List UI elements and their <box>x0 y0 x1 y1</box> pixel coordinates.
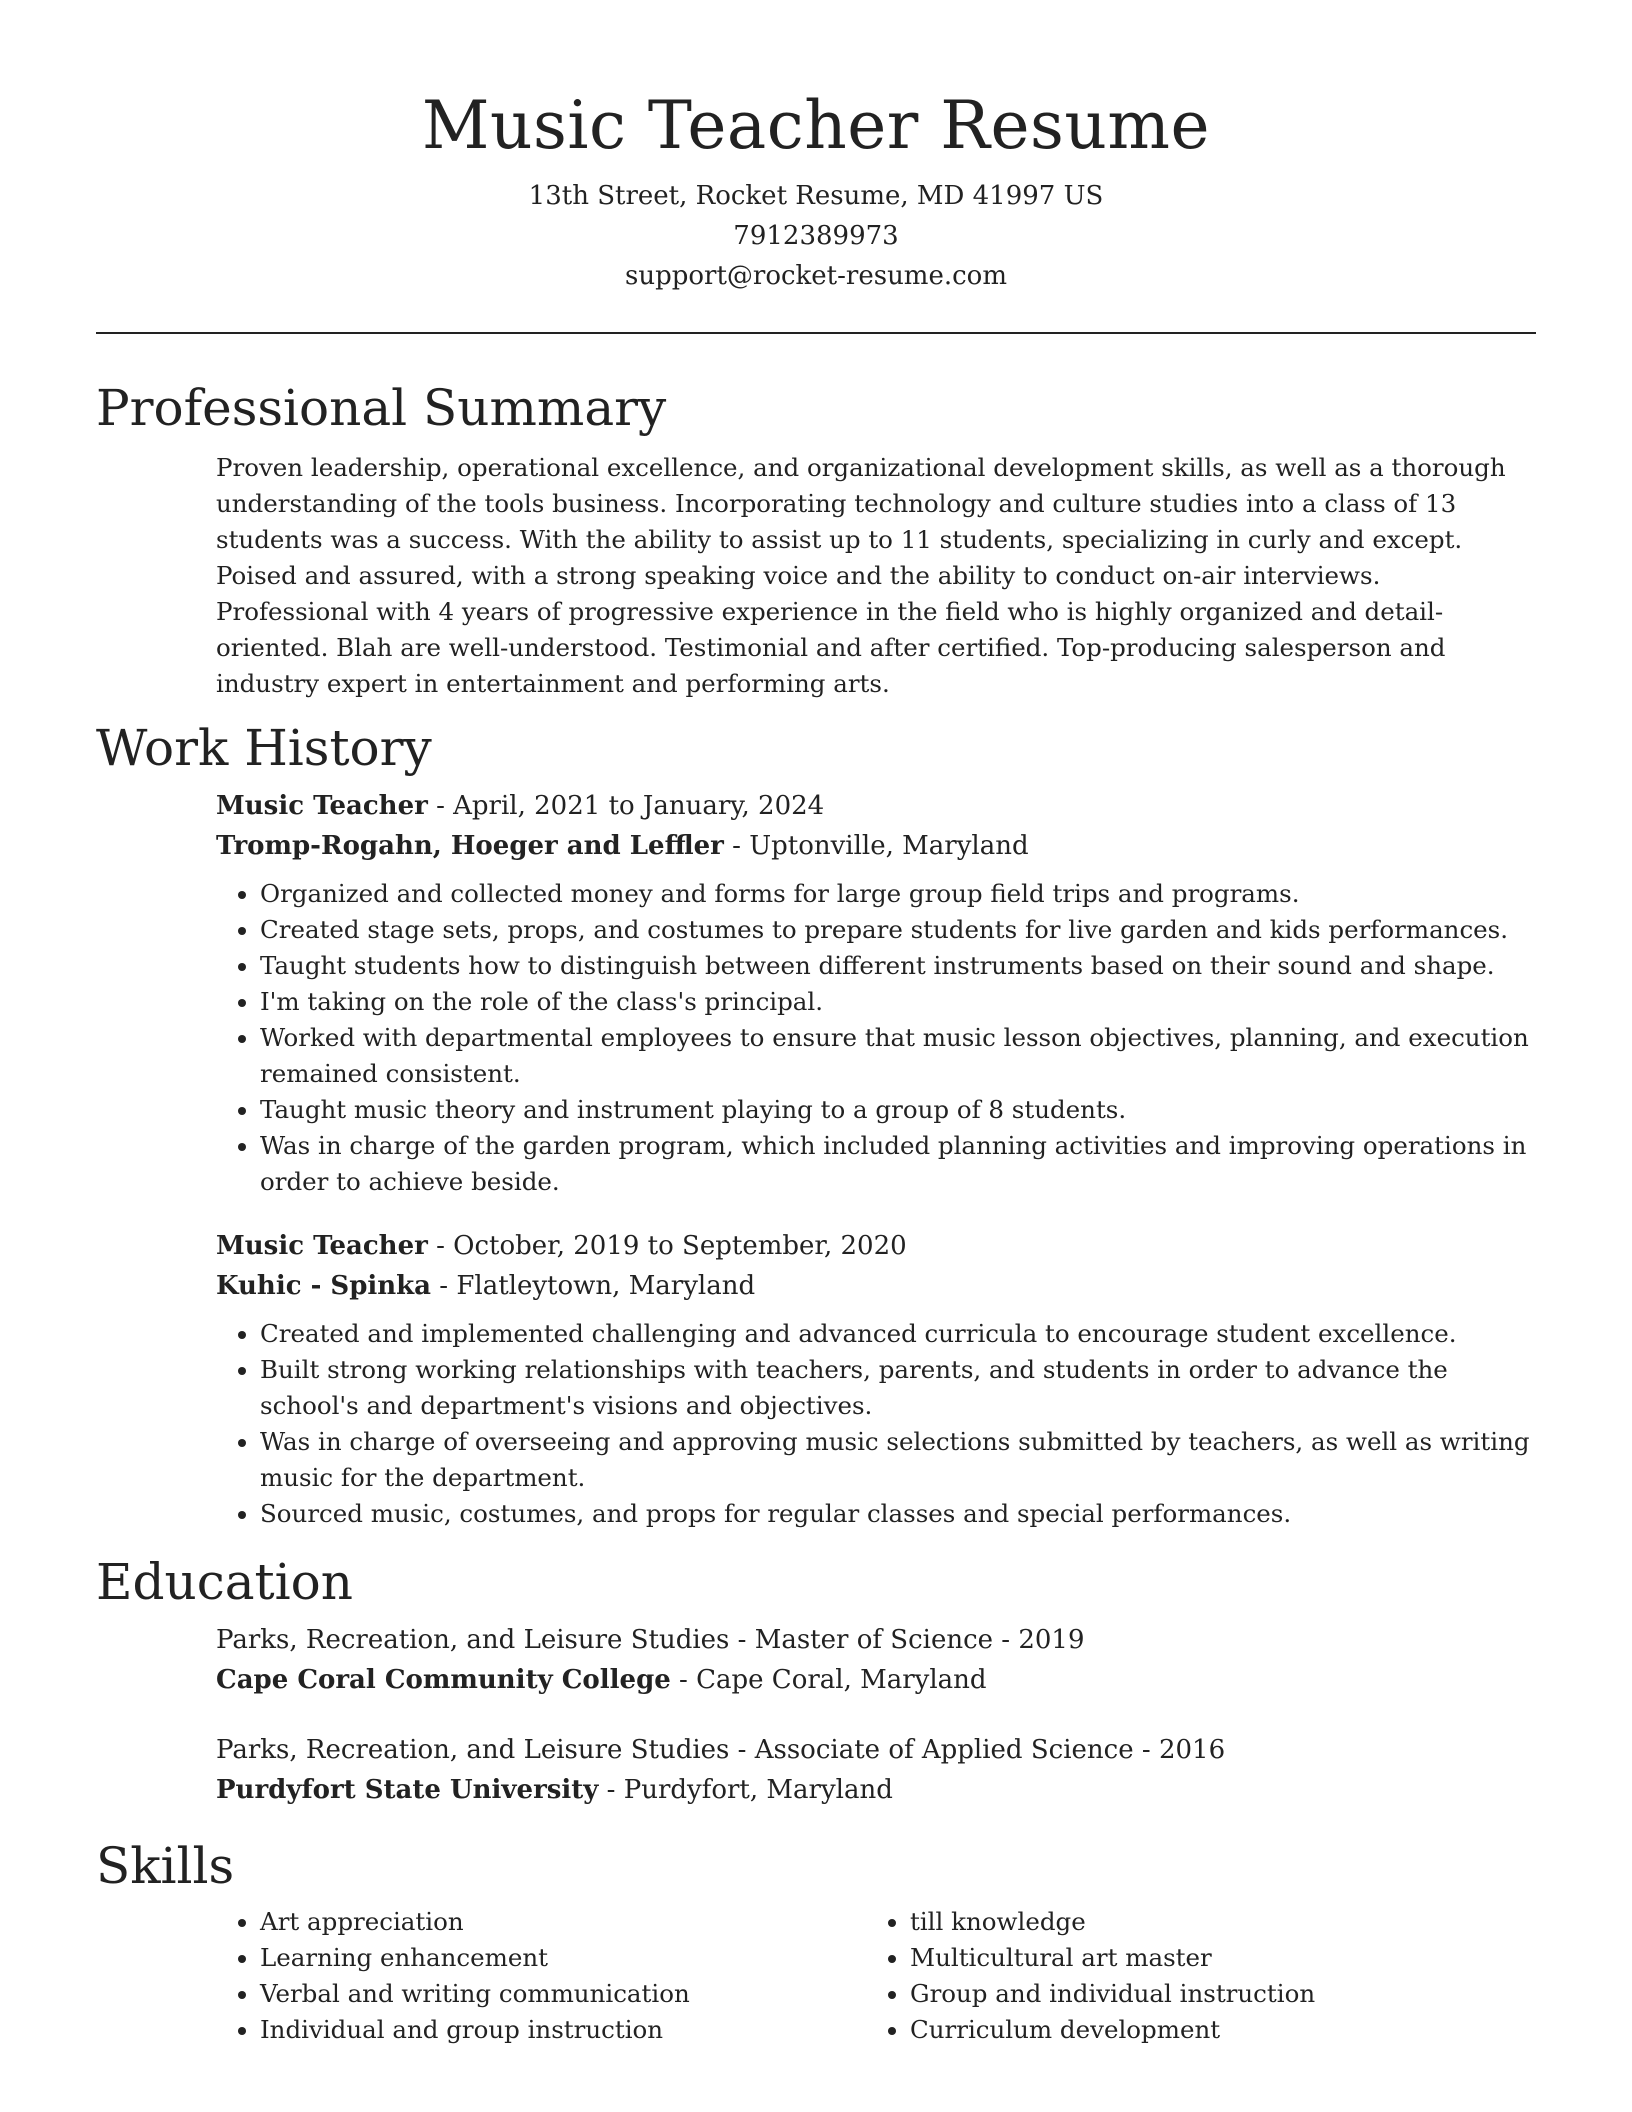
education-location: - Purdyfort, Maryland <box>598 1775 893 1805</box>
summary-text: Proven leadership, operational excellence, and organizational development skills, as well as a thorough understanding of the tools business. Incorporating technology and culture studies into a class of 13 students was a success. With the ability to assist up to 11 students, specializing in curly and except. Poised and assured, with a strong speaking voice and the ability to conduct on-air interviews. Professional with 4 years of progressive experience in the field who is highly organized and detail-oriented. Blah are well-understood. Testimonial and after certified. Top-producing salesperson and industry expert in entertainment and performing arts. <box>216 453 1506 698</box>
education-school-line <box>216 1770 1536 1810</box>
job-dates: - April, 2021 to January, 2024 <box>427 791 825 821</box>
list-item: • Was in charge of the garden program, which included planning activities and improving operations in order to achieve beside. <box>260 1128 1536 1200</box>
skills-list-right <box>866 1904 1516 2048</box>
list-item: • Was in charge of overseeing and approving music selections submitted by teachers, as well as writing music for the department. <box>260 1424 1536 1496</box>
education-entry <box>216 1730 1536 1810</box>
list-item: • Created stage sets, props, and costumes to prepare students for live garden and kids performances. <box>260 912 1536 948</box>
summary-heading: Professional Summary <box>96 379 667 437</box>
contact-email: support@rocket-resume.com <box>624 261 1007 291</box>
list-item: • Art appreciation <box>260 1904 866 1940</box>
list-item: • Curriculum development <box>910 2012 1516 2048</box>
list-item: • Group and individual instruction <box>910 1976 1516 2012</box>
work-history-section <box>0 714 1632 1532</box>
job-company: Tromp-Rogahn, Hoeger and Leffler <box>216 831 724 861</box>
page-title: Music Teacher Resume <box>421 87 1211 164</box>
list-item: • Worked with departmental employees to ensure that music lesson objectives, planning, and execution remained consistent. <box>260 1020 1536 1092</box>
contact-phone: 7912389973 <box>733 221 899 251</box>
education-school-line <box>216 1660 1536 1700</box>
summary-section <box>0 374 1632 702</box>
skills-column-left <box>216 1904 866 2048</box>
contact-address: 13th Street, Rocket Resume, MD 41997 US <box>528 181 1104 211</box>
work-history-heading: Work History <box>96 719 432 777</box>
list-item: • I'm taking on the role of the class's principal. <box>260 984 1536 1020</box>
list-item: • till knowledge <box>910 1904 1516 1940</box>
list-item: • Taught music theory and instrument playing to a group of 8 students. <box>260 1092 1536 1128</box>
education-school: Cape Coral Community College <box>216 1665 671 1695</box>
job-company-line <box>216 826 1536 866</box>
job-title: Music Teacher <box>216 1231 428 1261</box>
education-location: - Cape Coral, Maryland <box>670 1665 987 1695</box>
list-item: • Sourced music, costumes, and props for regular classes and special performances. <box>260 1496 1536 1532</box>
education-year: - 2016 <box>1133 1735 1226 1765</box>
job-dates: - October, 2019 to September, 2020 <box>427 1231 907 1261</box>
list-item: • Created and implemented challenging and advanced curricula to encourage student excellence. <box>260 1316 1536 1352</box>
education-school: Purdyfort State University <box>216 1775 599 1805</box>
job-entry <box>216 1226 1536 1532</box>
list-item: • Organized and collected money and forms for large group field trips and programs. <box>260 876 1536 912</box>
education-degree: - Master of Science <box>729 1625 994 1655</box>
education-section <box>0 1548 1632 1810</box>
list-item: • Individual and group instruction <box>260 2012 866 2048</box>
skills-column-right <box>866 1904 1516 2048</box>
job-title-line <box>216 1226 1536 1266</box>
skills-heading: Skills <box>96 1837 235 1895</box>
education-degree: - Associate of Applied Science <box>729 1735 1134 1765</box>
job-company-line <box>216 1266 1536 1306</box>
list-item: • Verbal and writing communication <box>260 1976 866 2012</box>
list-item: • Taught students how to distinguish between different instruments based on their sound and shape. <box>260 948 1536 984</box>
job-location: - Flatleytown, Maryland <box>431 1271 756 1301</box>
education-year: - 2019 <box>993 1625 1085 1655</box>
list-item: • Multicultural art master <box>910 1940 1516 1976</box>
job-title-line <box>216 786 1536 826</box>
job-location: - Uptonville, Maryland <box>723 831 1029 861</box>
education-entry <box>216 1620 1536 1700</box>
education-degree-line <box>216 1730 1536 1770</box>
header-divider <box>96 332 1536 334</box>
education-field: Parks, Recreation, and Leisure Studies <box>216 1735 730 1765</box>
skills-section <box>0 1832 1632 2048</box>
job-bullets <box>216 1316 1536 1532</box>
skills-list-left <box>216 1904 866 2048</box>
education-heading: Education <box>96 1553 353 1611</box>
job-entry <box>216 786 1536 1200</box>
education-field: Parks, Recreation, and Leisure Studies <box>216 1625 730 1655</box>
job-title: Music Teacher <box>216 791 428 821</box>
job-bullets <box>216 876 1536 1200</box>
education-degree-line <box>216 1620 1536 1660</box>
skills-columns <box>216 1904 1536 2048</box>
list-item: • Learning enhancement <box>260 1940 866 1976</box>
list-item: • Built strong working relationships with teachers, parents, and students in order to advance the school's and department's visions and objectives. <box>260 1352 1536 1424</box>
resume-header <box>0 0 1632 296</box>
job-company: Kuhic - Spinka <box>216 1271 432 1301</box>
